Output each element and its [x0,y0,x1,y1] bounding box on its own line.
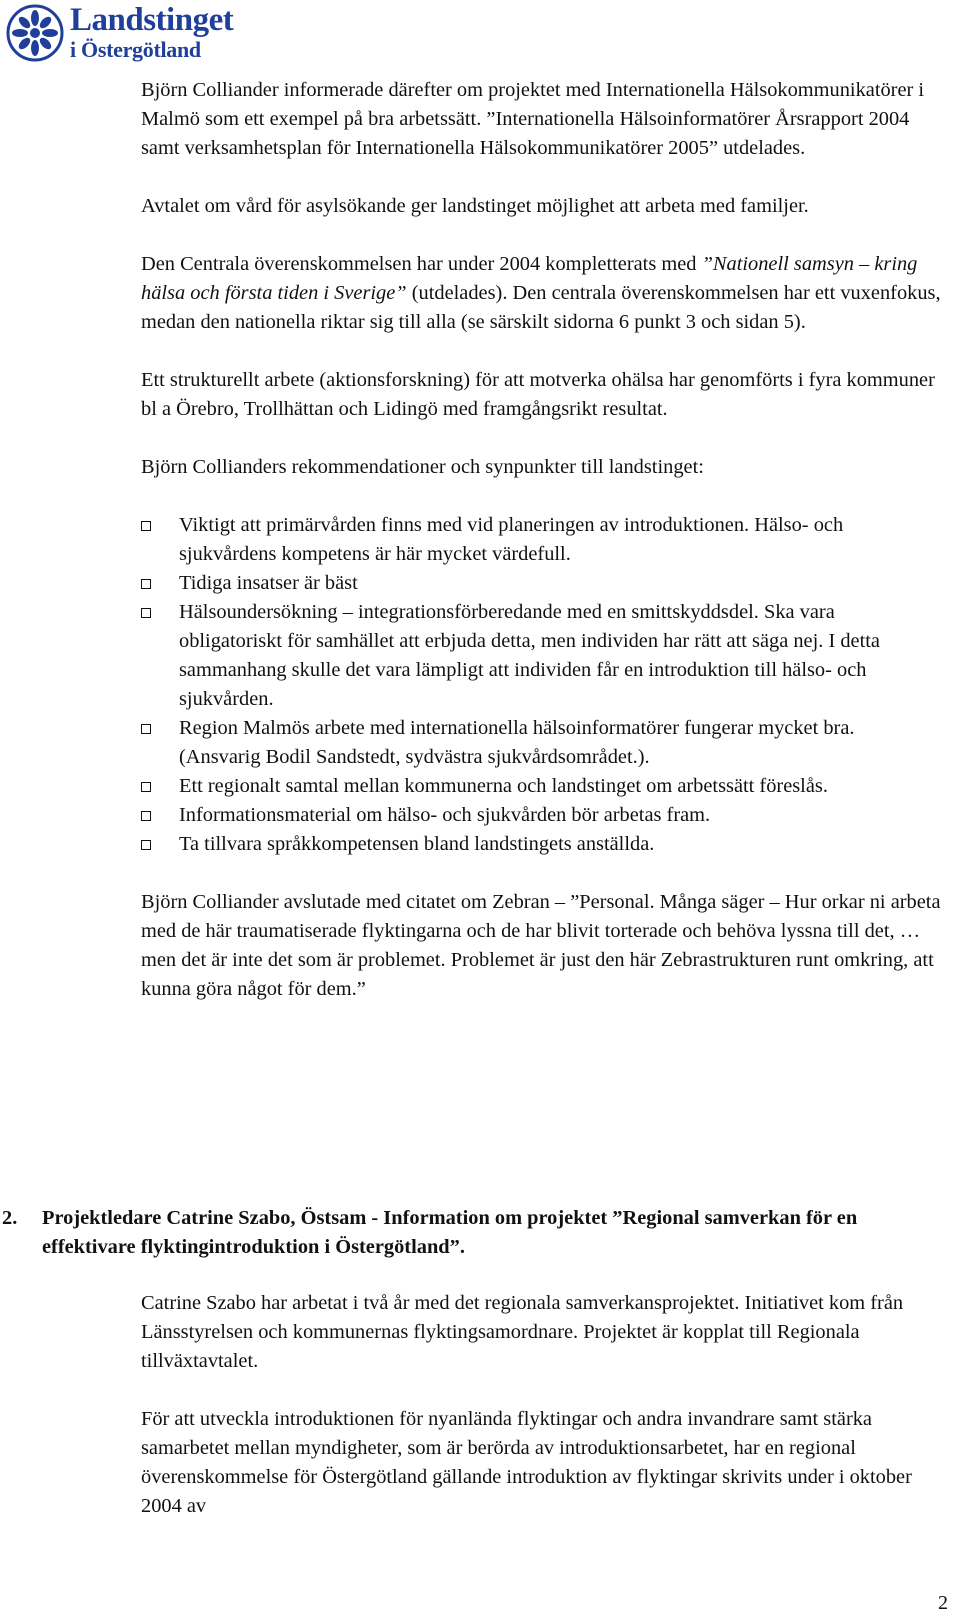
list-item: Ta tillvara språkkompetensen bland landstingets anställda. [141,830,941,859]
landstinget-logo [6,4,246,62]
page-number: 2 [938,1592,948,1614]
list-item: Hälsoundersökning – integrationsförberedande med en smittskyddsdel. Ska vara obligatoriskt för samhället att erbjuda detta, men individen har rätt att säga nej. I detta sammanhang skulle det vara lämpligt att individen får en introduktion till hälso- och sjukvården. [141,598,941,714]
paragraph-zebra-quote: Björn Colliander avslutade med citatet om Zebran – ”Personal. Många säger – Hur orkar ni arbeta med de här traumatiserade flyktingarna och de har blivit torterade och behöva lyssna till det, … men det är inte det som är problemet. Problemet är just den här Zebrastrukturen runt omkring, att kunna göra något för dem.” [141,891,941,1000]
paragraph-agreement-title: ”Nationell samsyn – kring hälsa och första tiden i Sverige” [141,253,918,304]
section-2-body [141,1289,941,1550]
section-title: Projektledare Catrine Szabo, Östsam - Information om projektet ”Regional samverkan för en effektivare flyktingintroduktion i Östergötland”. [42,1207,858,1258]
document-body [141,76,941,1033]
recommendation-list [141,511,941,859]
list-item: Region Malmös arbete med internationella hälsoinformatörer fungerar mycket bra. (Ansvarig Bodil Sandstedt, sydvästra sjukvårdsområdet.). [141,714,941,772]
paragraph-intro: Björn Colliander informerade därefter om projektet med Internationella Hälsokommunikatörer i Malmö som ett exempel på bra arbetssätt. ”Internationella Hälsoinformatörer Årsrapport 2004 samt verksamhetsplan för Internationella Hälsokommunikatörer 2005” utdelades. [141,79,925,159]
logo-title: Landstinget [70,2,234,38]
paragraph-recommendations-intro: Björn Collianders rekommendationer och synpunkter till landstinget: [141,456,704,478]
paragraph-agreement-part2: (utdelades). Den centrala överenskommelsen har ett vuxenfokus, medan den nationella riktar sig till alla (se särskilt sidorna 6 punkt 3 och sidan 5). [141,282,941,333]
list-item: Tidiga insatser är bäst [141,569,941,598]
paragraph-introduction-agreement: För att utveckla introduktionen för nyanlända flyktingar och andra invandrare samt stärka samarbetet mellan myndigheter, som är berörda av introduktionsarbetet, har en regional överenskommelse för Östergötland gällande introduktion av flyktingar skrivits under i oktober 2004 av [141,1408,912,1517]
paragraph-agreement-part1: Den Centrala överenskommelsen har under 2004 kompletterats med [141,253,702,275]
list-item: Ett regionalt samtal mellan kommunerna och landstinget om arbetssätt föreslås. [141,772,941,801]
list-item: Informationsmaterial om hälso- och sjukvården bör arbetas fram. [141,801,941,830]
paragraph-research: Ett strukturellt arbete (aktionsforskning) för att motverka ohälsa har genomförts i fyra kommuner bl a Örebro, Trollhättan och Lidingö med framgångsrikt resultat. [141,369,935,420]
list-item: Viktigt att primärvården finns med vid planeringen av introduktionen. Hälso- och sjukvårdens kompetens är här mycket värdefull. [141,511,941,569]
paragraph-asylum: Avtalet om vård för asylsökande ger landstinget möjlighet att arbeta med familjer. [141,195,809,217]
section-number: 2. [2,1207,18,1229]
landstinget-emblem-icon [6,4,64,62]
logo-subtitle: i Östergötland [70,37,201,62]
paragraph-szabo: Catrine Szabo har arbetat i två år med det regionala samverkansprojektet. Initiativet kom från Länsstyrelsen och kommunernas flyktingsamordnare. Projektet är kopplat till Regionala tillväxtavtalet. [141,1292,904,1372]
paragraph-agreement [141,250,941,337]
